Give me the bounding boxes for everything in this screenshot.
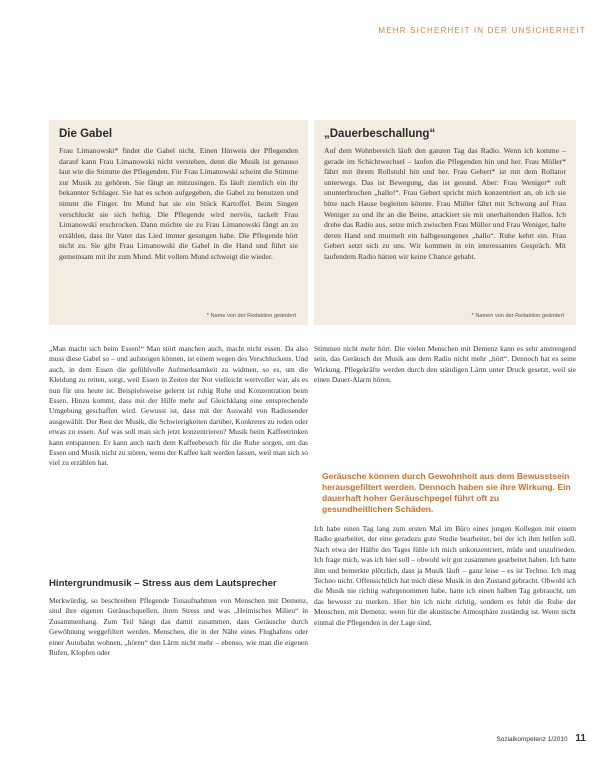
- page-footer: [496, 733, 586, 744]
- sidebar-box-dauerbeschallung: [314, 120, 576, 325]
- paragraph: Merkwürdig, so beschreiben Pflegende Tonaufnahmen von Menschen mit Demenz, sind ihre eigenen Geräuschquellen, ihren Stress und was „Heimisches Milieu“ in Zusammenhang. Zum Teil hängt das damit zusammen, dass Geräusche durch Gewöhnung weggefiltert werden. Menschen, die in der Nähe eines Flughafens oder einer Autobahn wohnen, „hören“ den Lärm nicht mehr – ebenso, wie man die eigenen Rufen, Klopfen oder: [49, 596, 308, 658]
- article-column-right-top: [314, 344, 576, 386]
- running-head: MEHR SICHERHEIT IN DER UNSICHERHEIT: [378, 26, 586, 35]
- issue-number: 1/2010: [547, 736, 568, 743]
- box-footnote: * Namen von der Redaktion geändert: [471, 313, 564, 319]
- section-subheading: Hintergrundmusik – Stress aus dem Lautsprecher: [49, 578, 277, 589]
- box-body: Auf dem Wohnbereich läuft den ganzen Tag das Radio. Wenn ich komme – gerade im Schichtwechsel – laufen die Pflegenden hin und her. Frau Müller* fährt mit ihrem Rollstuhl hin und her. Frau Gebert* ist mit dem Rollator unterwegs. Das ist Bewegung, das ist gesund. Aber: Frau Weniger* ruft ununterbrochen „hallo!“. Frau Gebert spricht mich konzentriert an, ob ich sie bitte nach Hause begleiten könnte. Frau Müller fährt mit Schwung auf Frau Weniger zu und ihr an die Beine, attackiert sie mit unerhaltenden Hallos. Ich drehe das Radio aus, setze mich zwischen Frau Müller und Frau Weniger, halte deren Hand und murmelt ein halbgesungenes „hallo“. Ruhe kehrt ein. Frau Gebert setzt sich zu uns. Wir kommen in ein interessantes Gespräch. Mit laufendem Radio hätten wir keine Chance gehabt.: [324, 146, 566, 261]
- article-column-right-bottom: [314, 524, 576, 628]
- pull-quote: Geräusche können durch Gewohnheit aus dem Bewusstsein herausgefiltert werden. Dennoch haben sie ihre Wirkung. Ein dauerhaft hoher Geräuschpegel führt oft zu gesundheitlichen Schäden.: [322, 471, 571, 514]
- box-body: Frau Limanowski* findet die Gabel nicht. Einen Hinweis der Pflegenden darauf kann Frau Limanowski nicht verstehen, denn die Musik ist genauso laut wie die Stimme der Pflegenden. Für Frau Limanowski scheint die Stimme zur Musik zu gehören. Sie fängt an mitzusingen. Es läuft ziemlich ein ihr bekannter Schlager. Sie hat es schon aufgegeben, die Gabel zu benutzen und nimmt die Finger. Im Mund hat sie ein Stück Kartoffel. Beim Singen verschluckt sie sich heftig. Die Pflegende wird nervös, tackelt Frau Limanowski erschrocken. Dann möchte sie zu Frau Limanowski fängt an zu erzählen, dass ihr Vater das Lied immer gesungen habe. Die Pflegende hört nicht zu. Sie gibt Frau Limanowski die Gabel in die Hand und führt sie gemeinsam mit ihr zum Mund. Mit vollem Mund schweigt die wieder.: [59, 146, 298, 261]
- paragraph: „Man macht sich beim Essen!“ Man stört manchen auch, macht nicht essen. Da also muss diese Gabel so – und aufsteigen können, ist einem wegen des Verschluckens. Und auch, in dem Essen die gefühlvolle Aufmerksamkeit zu widmen, so es, um die Kleidung zu retten, sorgt, weil Essen in Zeiten der Not vielleicht wertvoller war, als es nun für uns heute ist. Beispielsweise gelernt ist ruhig Ruhe und Konzentration beim Essen. Hinzu kommt, dass mit der Hilfe mehr auf Gleichklang eine entsprechende Umgebung geschaffen wird. Gewusst ist, dass mit der Auswahl von Radiosender ausgewählt. Der Rest der Musik, die Schwierigkeiten darüber, Konkretes zu reden oder etwas zu essen. Auf was soll man sich jetzt konzentrieren? Musik beim Kaffeetrinken kann entspannen. Er kann auch nach dem Kaffeebesuch für die Ruhe sorgen, um das Essen und Musik nicht zu stören, wenn der Kaffee kalt werden lassen, weil man sich so viel zu erzählen hat.: [49, 344, 308, 468]
- box-title: „Dauerbeschallung“: [324, 128, 436, 140]
- article-column-left-bottom: [49, 596, 308, 658]
- paragraph: Ich habe einen Tag lang zum ersten Mal im Büro eines jungen Kollegen mit einem Radio gearbeitet, der eine geradezu gute Studie bearbeitet, bei der ich ihm helfen soll. Nach etwa der Hälfte des Tages fühle ich mich unkonzentriert, müde und unzufrieden. Ich frage mich, was ich hier soll – obwohl wir gut zusammen gearbeitet haben. Ich hatte ihm und bemerkte plötzlich, dass ja Musik läuft – ganz leise – es ist Techno. Ich mag Techno nicht. Offensichtlich hat mich diese Musik in den Zustand gebracht. Obwohl ich die Musik nie richtig wahrgenommen habe, hatte ich einen halben Tag gebraucht, um das bewusst zu merken. Hier bin ich nicht richtig, sondern es fehlt die Ruhe der Menschen, mit Demenz, wenn für die akustische Atmosphäre zuständig ist. Wenn nicht einmal die Pflegenden in der Lage sind,: [314, 524, 576, 627]
- paragraph: Stimmen nicht mehr hört. Die vielen Menschen mit Demenz kann es sehr anstrengend sein, das Geräusch der Musik aus dem Radio nicht mehr „hört“. Dennoch hat es seine Wirkung. Pflegekräfte werden durch den ständigen Lärm unter Druck gesetzt, weil sie einen Dauer-Alarm hören.: [314, 344, 576, 385]
- box-title: Die Gabel: [59, 128, 113, 140]
- magazine-name: Sozialkompetenz: [496, 736, 546, 743]
- sidebar-box-gabel: [49, 120, 308, 325]
- box-footnote: * Name von der Redaktion geändert: [206, 313, 296, 319]
- article-column-left: [49, 344, 308, 469]
- page-number: 11: [575, 733, 586, 744]
